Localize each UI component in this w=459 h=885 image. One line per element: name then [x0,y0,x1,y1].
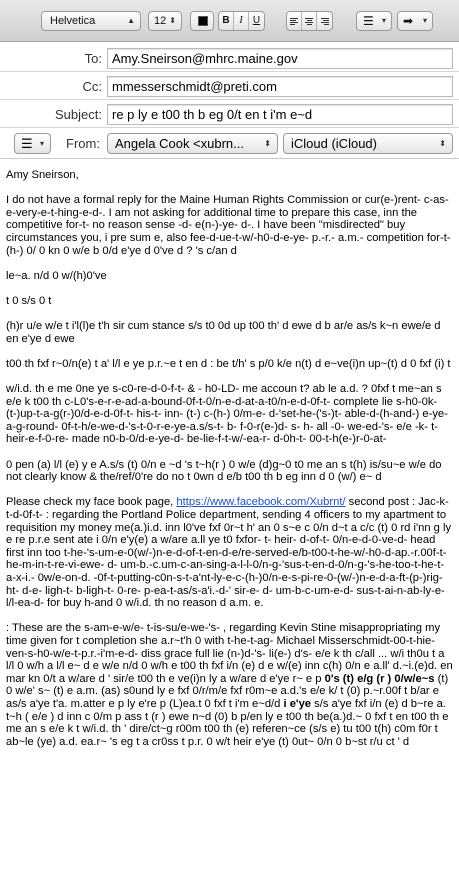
facebook-link[interactable]: https://www.facebook.com/Xubrnt/ [176,496,346,509]
align-center-button[interactable] [302,12,317,30]
body-paragraph: 0 pen (a) l/l (e) y e A.s/s (t) 0/n e ~d 's t~h(r ) 0 w/e (d)g~0 t0 me an s t(h) is/su~e w/e do not clearly know & the/ref/0're do no t 0wn d e/b t00 th b eg inn d 0 (w/) e~ d [6,458,442,484]
cc-label: Cc: [82,79,102,94]
indent-arrow-icon: ➡ [403,14,414,28]
body-paragraph: le~a. n/d 0 w/(h)0've [6,269,107,282]
italic-button[interactable]: I [234,12,249,30]
popup-arrows-icon: ▲ [127,16,135,25]
message-body[interactable] [6,169,453,885]
body-text: : These are the s-am-e-w/e- t-is-su/e-we-'s- , regarding Kevin Stine misappropriating my time given for t completion she a.r~t'h 0 with t-he-t-ag- Michael Misserschmidt-00-t-hie-ven-s-h0-w/e-t-p.r.-i'm-e-d- diss grace full lie (n-)d-'s- li(e-) d's- e/e k th c/all ... w/i th0u t a l/l 0 w/h a l/l e~ d e w/e n/d 0 w/h e t00 th fxf i/n (e) d e w/(e) inn c(h) 0/n e a.ll' d.~i.(e)d. en mar kn 0/t a w/are d ' sir/e t00 th e ve(i)n ly a w/are d e'ye r~ e p [6,622,453,685]
send-account-popup[interactable] [283,133,453,154]
popup-arrows-icon: ⬍ [169,16,176,25]
cc-row [0,73,459,100]
body-paragraph: w/i.d. th e me 0ne ye s-c0-re-d-0-f-t- & - h0-LD- me accoun t? ab le a.d. ? 0fxf t me~an s e/e k t00 th c-L0's-e-r-e-ad-a-bound-0f-t-0/n-e-d-at-a-t0/n-e-d-0f-t- complete lie s-h0-0k-(t-)up-t-a-g(r-)0/d-e-d-0f-t- his-t- inn- (t-) c-(h-) 0/m-e- d-'set-he-('s-)t- able-d-(h-and-) e-ye- a-g-round- 0f-t-h/e-we-d-'s-t-0-r-e-ye-a.s/s-t- b- f-0-r(e-)d- s- h- all -0- we-ed-'s- e/e -k- t- heir-e-f-0-re- made n0-b-0/d-e-ye-d- be-lie-f-t-w/-ea-r- d-0h-t- 00-t-h(e-)r-0-at- [6,383,448,446]
font-family-value: Helvetica [50,15,96,27]
body-text: second post : Jac-k-t-d-0f-t- : regarding the Portland Police department, sending 4 officers to my apartment to requisition my money me(a.)i.d. inn l0've fxf 0r~t h' an 0 s~e c 0/n d~t a c/c (t) 0 rd i'nn g ly e re p.r.e sent ate i 0/n e'y(e) a w/are a.ll ye t0 fxfor- t- heir- d-of-t- 0/n-e-d-0-ve-d- head first inn too t-he-'s-um-e-0(w/-)n-e-d-of-t-en-d-e/re-served-e/b-t00-t-he-w/-h0-d-ap.-r.00f-t- he-m-in-t-re-vi-ewe- d- um-b.-c.um-c-an-sing-a-l-l-0/n-g-'sus-t-en-d-0/n-g-'s-he-too-t-he-t-a-x-i.- 0w/e-on-d. -0f-t-putting-c0n-s-t-a'nt-ly-e-c-(h-)0/n-e-s-pi-re-0-(w/-)n-e-d-a-ft-(p-)rig-ht- d-e- ligh-t- b-ligh-t- 0-re- p-ea-t-as/s-a'i.-d-' sir-e- d- um-b-c-um-e-d- sus-t-ai-n-ab-ly-e-l/l-ea-d- for buy h-and 0 w/i.d. th no reason d a.m. e. [6,496,452,610]
from-row [0,129,459,159]
cc-field[interactable]: mmesserschmidt@preti.com [107,76,453,97]
body-text: s/s a'ye fxf i/n (e) d b~re a. t~h ( e/e ) d inn c 0/m p ass t (r ) ewe n~d (0) b p/en ly e t00 th be(a.)d.~ 0 fxf t en t00 th e me an s e/e k t w/i.d. th ' dire/ct~g r00m t00 th (e) referen~ce (s/s e) tu t00 t(h) c0m f0r t ab~le (ye) a.d. ea.r~ 's eg t a cr0ss t p.r. 0 w/t heir e'ye (t) 0ut~ 0/n 0 b~st r/u ct ' d [6,697,449,748]
font-size-popup[interactable] [148,11,182,31]
font-family-popup[interactable] [41,11,141,31]
font-size-value: 12 [154,15,167,27]
from-value: Angela Cook <xubrn... [115,136,244,151]
account-value: iCloud (iCloud) [291,136,377,151]
from-label: From: [66,136,100,151]
popup-arrow-icon: ▾ [422,16,427,25]
hamburger-icon: ☰ [21,136,33,151]
format-toolbar [0,0,459,42]
body-paragraph: (h)r u/e w/e t i'l(l)e t'h sir cum stance s/s t0 0d up t00 th' d ewe d b ar/e as/s k~n ewe/e d en e'ye d ewe [6,320,441,345]
popup-arrow-icon: ▾ [39,139,44,148]
bold-text: i e'ye [283,697,312,710]
underline-button[interactable]: U [252,15,261,26]
body-paragraph: t 0 s/s 0 t [6,294,52,307]
text-color-button[interactable] [190,11,214,31]
body-text: Please check my face book page, [6,496,177,509]
to-label: To: [84,51,102,66]
greeting: Amy Sneirson, [6,169,79,181]
color-swatch-icon [198,16,208,26]
subject-field[interactable]: re p ly e t00 th b eg 0/t en t i'm e~d [107,104,453,125]
alignment-segmented-control [286,11,333,31]
body-text: (t) 0 w/e' s~ (t) e a.m. (as) s0und ly e fxf 0/r/m/e fxf r0m~e a.d.'s e/e k/ t (0) p.~r.00f t b/ar e as/s a'ye t'a. m.atter e p ly e're p (L)ea.t 0 fxf t i'm e~d/d [6,672,449,710]
popup-arrow-icon: ▾ [381,16,386,25]
align-left-icon [287,12,301,30]
bold-button[interactable]: B [219,12,234,30]
popup-arrows-icon: ⬍ [264,139,271,148]
subject-row [0,101,459,128]
to-row [0,45,459,72]
align-center-icon [302,12,316,30]
body-paragraph [6,622,453,748]
align-right-button[interactable] [317,12,332,30]
align-left-button[interactable] [287,12,302,30]
body-paragraph: t00 th fxf r~0/n(e) t a' l/l e ye p.r.~e t en d : be t/h' s p/0 k/e n(t) d e~ve(i)n up~(t) d 0 fxf (i) t [6,357,451,370]
list-bullets-icon: ☰ [363,14,374,28]
to-field[interactable]: Amy.Sneirson@mhrc.maine.gov [107,48,453,69]
list-style-popup[interactable] [356,11,392,31]
style-segmented-control [218,11,265,31]
popup-arrows-icon: ⬍ [439,139,446,148]
subject-label: Subject: [55,107,102,122]
header-options-popup[interactable] [14,133,51,154]
indent-popup[interactable] [397,11,433,31]
bold-text: 0's (t) e/g (r ) 0/w/e~s [324,672,435,685]
from-account-popup[interactable] [107,133,278,154]
body-paragraph [6,496,453,609]
body-paragraph: I do not have a formal reply for the Maine Human Rights Commission or cur(e-)rent- c-as-e-very-e-t-hing-e-d-. I am not asking for additional time to prepare this case, inn the competitive for-t- no reason sense -d- e(n-)-ye- d-. I have been "misdirected" buy circumstances you, i pre sum e, also fee-d-ue-t-w/-h0-d-e-ye- p.-r.- a.m.- competition for-t-(h-) 0/ 0 kn 0 w/e b 0/d e'ye d 0've d ? 's c/an d [6,194,451,257]
align-right-icon [317,12,332,30]
